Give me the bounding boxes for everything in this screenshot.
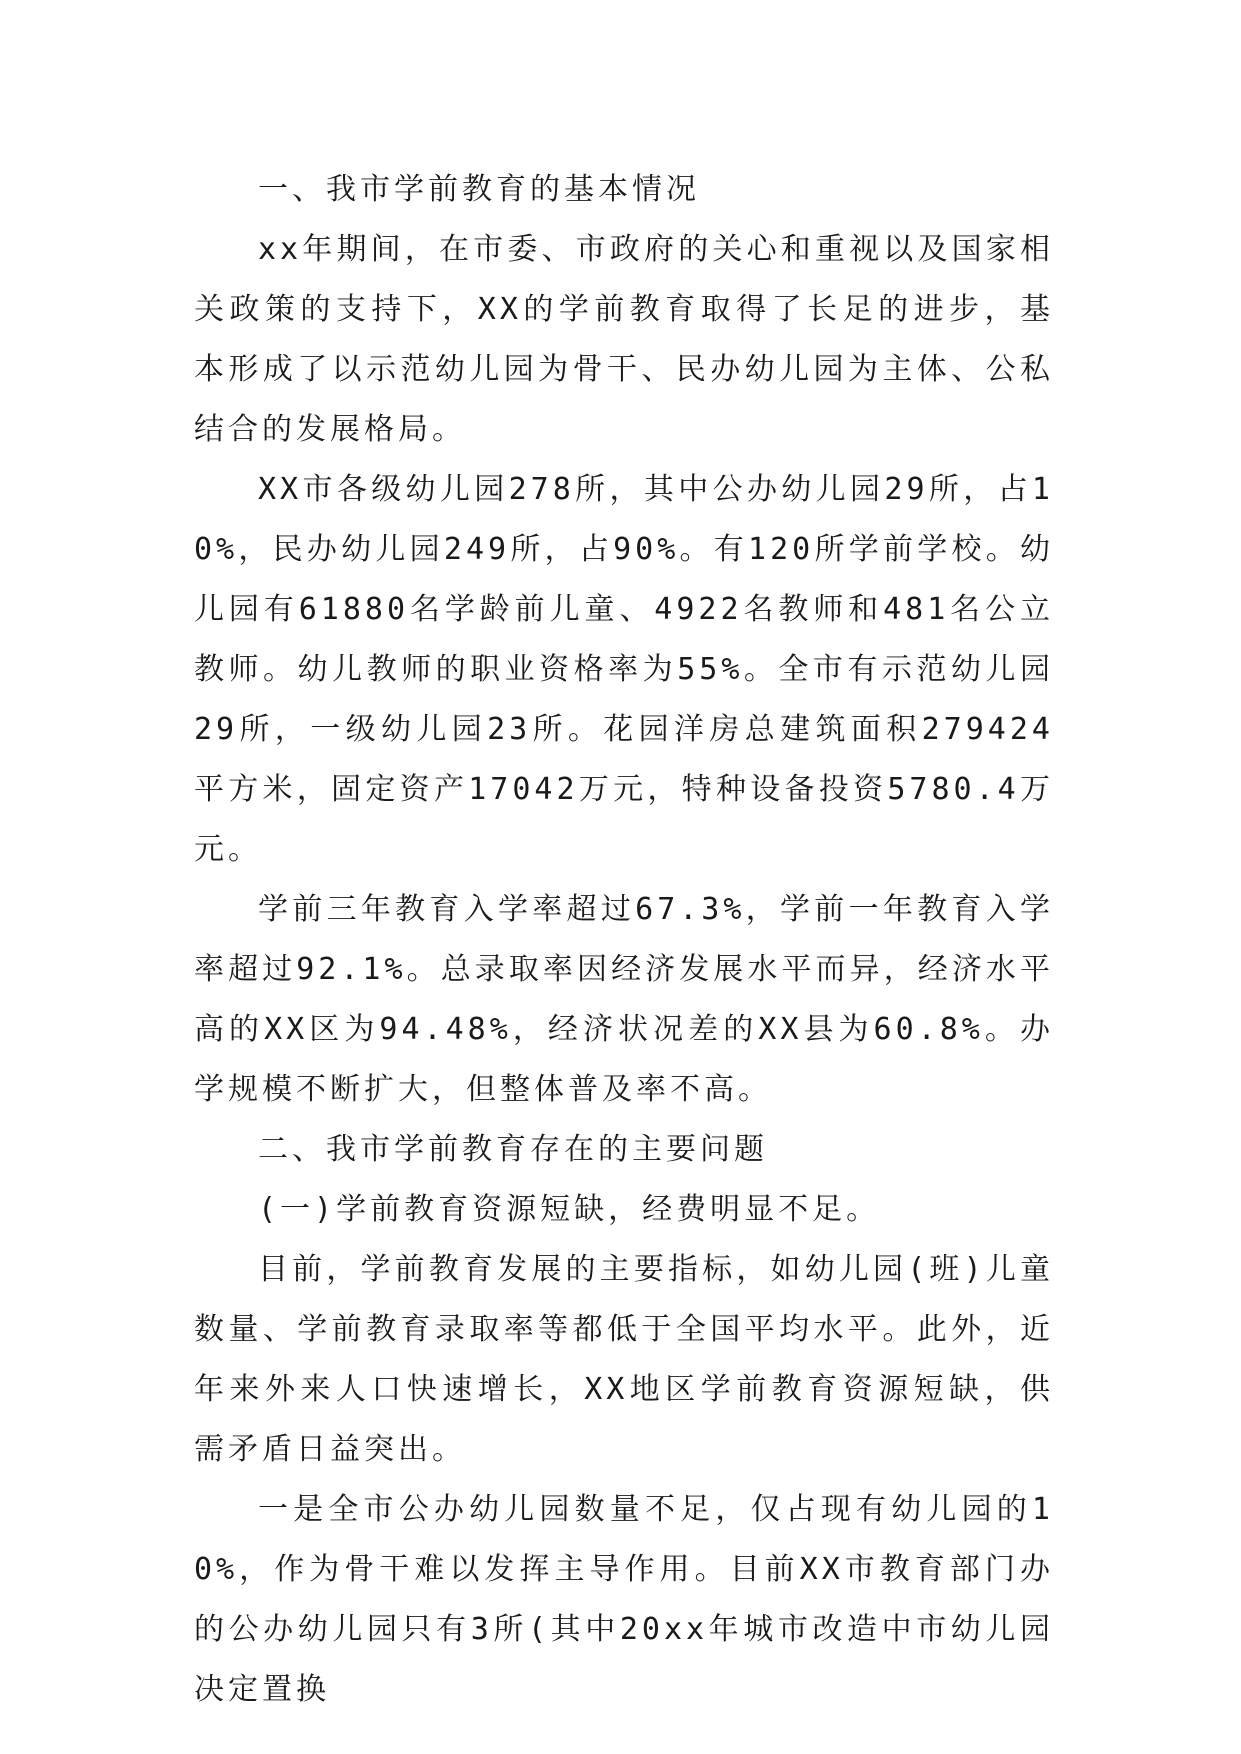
section-heading-1: 一、我市学前教育的基本情况 (258, 172, 700, 207)
paragraph: XX市各级幼儿园278所，其中公办幼儿园29所，占10%，民办幼儿园249所，占90%。有120所学前学校。幼儿园有61880名学龄前儿童、4922名教师和481名公立教师。幼儿教师的职业资格率为55%。全市有示范幼儿园29所，一级幼儿园23所。花园洋房总建筑面积279424平方米，固定资产17042万元，特种设备投资5780.4万元。 (194, 472, 1054, 867)
paragraph: 目前，学前教育发展的主要指标，如幼儿园(班)儿童数量、学前教育录取率等都低于全国平均水平。此外，近年来外来人口快速增长，XX地区学前教育资源短缺，供需矛盾日益突出。 (194, 1252, 1054, 1467)
paragraph: xx年期间，在市委、市政府的关心和重视以及国家相关政策的支持下，XX的学前教育取得了长足的进步，基本形成了以示范幼儿园为骨干、民办幼儿园为主体、公私结合的发展格局。 (194, 232, 1054, 447)
section-heading-2: 二、我市学前教育存在的主要问题 (258, 1132, 768, 1167)
subsection-heading: (一)学前教育资源短缺，经费明显不足。 (258, 1192, 881, 1227)
paragraph: 学前三年教育入学率超过67.3%，学前一年教育入学率超过92.1%。总录取率因经济发展水平而异，经济水平高的XX区为94.48%，经济状况差的XX县为60.8%。办学规模不断扩大，但整体普及率不高。 (194, 892, 1054, 1107)
document-body (194, 160, 1054, 1720)
paragraph: 一是全市公办幼儿园数量不足，仅占现有幼儿园的10%，作为骨干难以发挥主导作用。目前XX市教育部门办的公办幼儿园只有3所(其中20xx年城市改造中市幼儿园决定置换 (194, 1492, 1054, 1707)
